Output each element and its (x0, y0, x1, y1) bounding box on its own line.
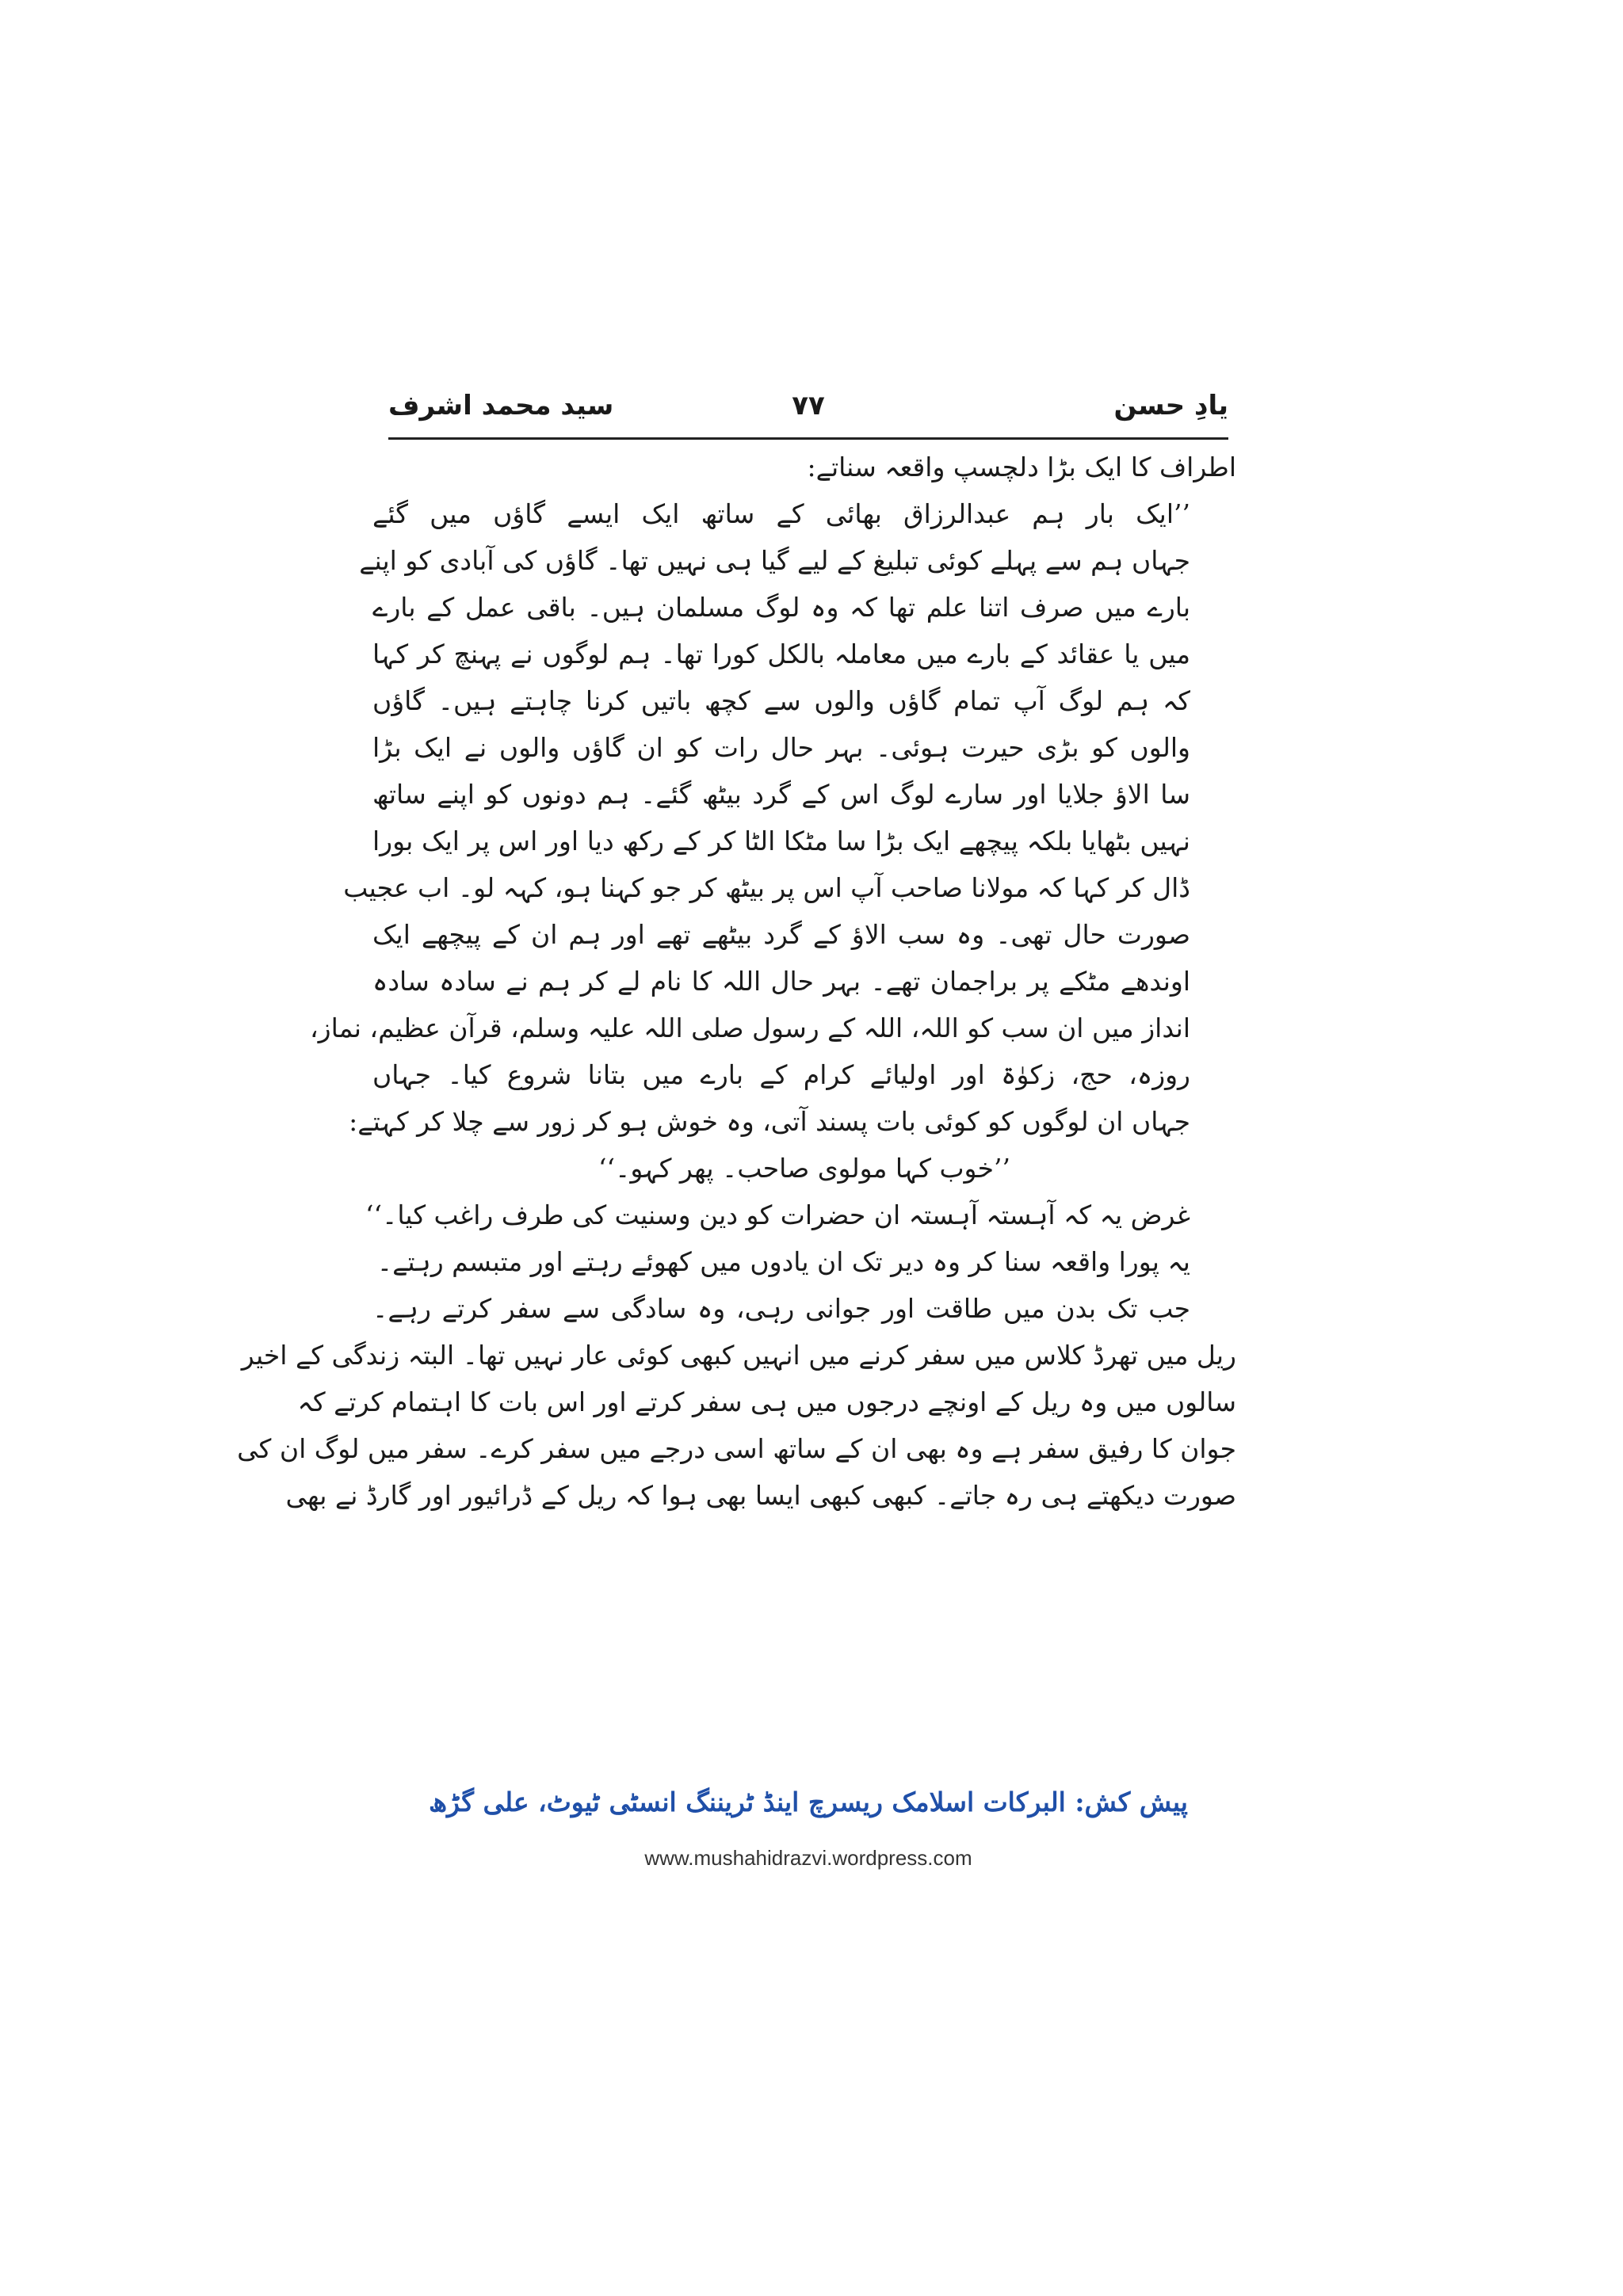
text-line: کہ ہم لوگ آپ تمام گاؤں والوں سے کچھ باتیں کرنا چاہتے ہیں۔ گاؤں (372, 685, 1190, 716)
text-line: یہ پورا واقعہ سنا کر وہ دیر تک ان یادوں میں کھوئے رہتے اور متبسم رہتے۔ (376, 1246, 1190, 1277)
text-line: میں یا عقائد کے بارے میں معاملہ بالکل کورا تھا۔ ہم لوگوں نے پہنچ کر کہا (372, 639, 1190, 669)
text-line: بارے میں صرف اتنا علم تھا کہ وہ لوگ مسلمان ہیں۔ باقی عمل کے بارے (372, 592, 1190, 623)
publisher-credit: پیش کش: البرکات اسلامک ریسرچ اینڈ ٹریننگ انسٹی ٹیوٹ، علی گڑھ (429, 1787, 1188, 1817)
text-line: ’’ایک بار ہم عبدالرزاق بھائی کے ساتھ ایک ایسے گاؤں میں گئے (372, 498, 1190, 529)
book-title: یادِ حسن (1113, 390, 1228, 421)
text-line: جوان کا رفیق سفر ہے وہ بھی ان کے ساتھ اسی درجے میں سفر کرے۔ سفر میں لوگ ان کی (237, 1433, 1236, 1464)
author-name: سید محمد اشرف (388, 390, 614, 421)
text-line: نہیں بٹھایا بلکہ پیچھے ایک بڑا سا مٹکا الٹا کر کے رکھ دیا اور اس پر ایک بورا (372, 826, 1190, 856)
text-line: اوندھے مٹکے پر براجمان تھے۔ بہر حال اللہ کا نام لے کر ہم نے سادہ سادہ (372, 966, 1190, 997)
text-line: صورت حال تھی۔ وہ سب الاؤ کے گرد بیٹھے تھے اور ہم ان کے پیچھے ایک (372, 919, 1190, 950)
paragraph-start-line: جب تک بدن میں طاقت اور جوانی رہی، وہ سادگی سے سفر کرتے رہے۔ (372, 1293, 1190, 1324)
text-line: انداز میں ان سب کو اللہ، اللہ کے رسول صلی اللہ علیہ وسلم، قرآن عظیم، نماز، (310, 1013, 1190, 1043)
website-url[interactable]: www.mushahidrazvi.wordpress.com (644, 1846, 972, 1870)
text-line: اطراف کا ایک بڑا دلچسپ واقعہ سناتے: (807, 452, 1236, 482)
text-line: جہاں ہم سے پہلے کوئی تبلیغ کے لیے گیا ہی نہیں تھا۔ گاؤں کی آبادی کو اپنے (359, 545, 1190, 576)
quoted-exclamation: ’’خوب کہا مولوی صاحب۔ پھر کہو۔‘‘ (598, 1153, 1010, 1184)
text-line: روزہ، حج، زکوٰۃ اور اولیائے کرام کے بارے میں بتانا شروع کیا۔ جہاں (372, 1059, 1190, 1090)
text-line: سا الاؤ جلایا اور سارے لوگ اس کے گرد بیٹھ گئے۔ ہم دونوں کو اپنے ساتھ (372, 779, 1190, 810)
text-line: ڈال کر کہا کہ مولانا صاحب آپ اس پر بیٹھ کر جو کہنا ہو، کہہ لو۔ اب عجیب (343, 872, 1190, 903)
page-number: ۷۷ (792, 390, 825, 421)
text-line: ریل میں تھرڈ کلاس میں سفر کرنے میں انہیں کبھی کوئی عار نہیں تھا۔ البتہ زندگی کے اخیر (241, 1340, 1236, 1371)
text-line: غرض یہ کہ آہستہ آہستہ ان حضرات کو دین وسنیت کی طرف راغب کیا۔‘‘ (365, 1199, 1190, 1230)
text-line: والوں کو بڑی حیرت ہوئی۔ بہر حال رات کو ان گاؤں والوں نے ایک بڑا (372, 732, 1190, 763)
body-text (237, 444, 1236, 1519)
running-header (388, 390, 1228, 434)
text-line: جہاں ان لوگوں کو کوئی بات پسند آتی، وہ خوش ہو کر زور سے چلا کر کہتے: (349, 1106, 1190, 1137)
header-rule (388, 437, 1228, 440)
text-line: صورت دیکھتے ہی رہ جاتے۔ کبھی کبھی ایسا بھی ہوا کہ ریل کے ڈرائیور اور گارڈ نے بھی (285, 1480, 1236, 1511)
text-line: سالوں میں وہ ریل کے اونچے درجوں میں ہی سفر کرتے اور اس بات کا اہتمام کرتے کہ (297, 1386, 1236, 1417)
